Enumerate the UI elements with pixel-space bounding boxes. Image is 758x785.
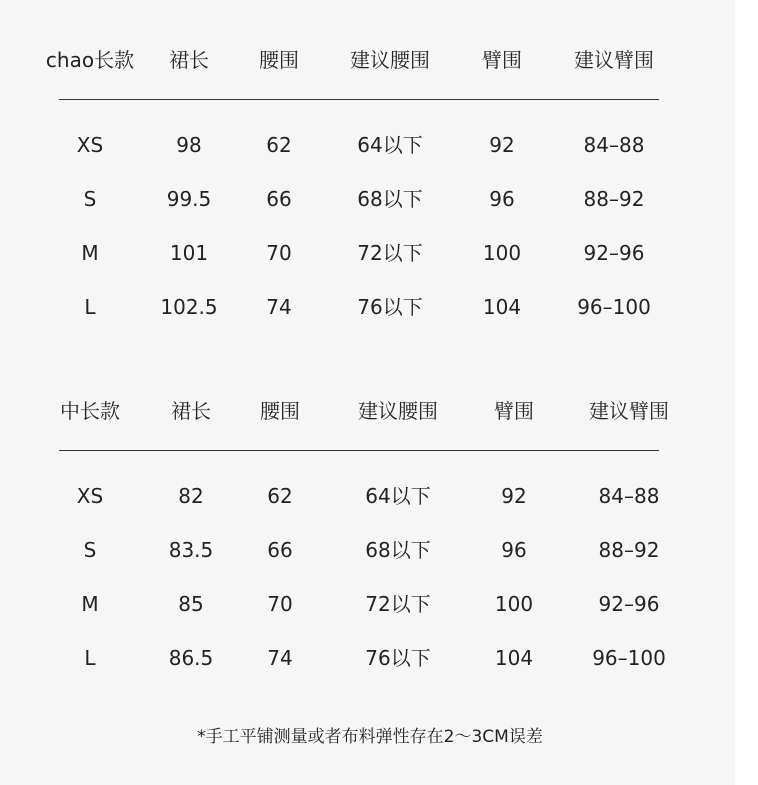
cell-waist: 70 — [266, 241, 292, 265]
cell-waist: 70 — [267, 592, 293, 616]
cell-suggested-waist: 68以下 — [365, 538, 431, 562]
column-header-skirt-length: 裙长 — [169, 48, 209, 72]
cell-arm: 92 — [501, 484, 527, 508]
cell-suggested-waist: 72以下 — [365, 592, 431, 616]
cell-waist: 66 — [267, 538, 293, 562]
cell-waist: 74 — [266, 295, 292, 319]
cell-skirt-length: 99.5 — [166, 187, 212, 211]
header-divider — [59, 450, 659, 451]
cell-suggested-arm: 96–100 — [592, 646, 666, 670]
column-header-arm: 臂围 — [494, 399, 534, 423]
cell-size: XS — [76, 484, 104, 508]
header-divider — [59, 99, 659, 100]
column-header-suggested-waist: 建议腰围 — [358, 399, 438, 423]
cell-suggested-waist: 72以下 — [357, 241, 423, 265]
column-header-suggested-waist: 建议腰围 — [350, 48, 430, 72]
column-header-size: chao长款 — [45, 48, 135, 72]
cell-arm: 104 — [482, 295, 522, 319]
cell-waist: 74 — [267, 646, 293, 670]
cell-arm: 96 — [501, 538, 527, 562]
cell-suggested-waist: 76以下 — [357, 295, 423, 319]
cell-size: L — [84, 646, 96, 670]
cell-arm: 92 — [489, 133, 515, 157]
cell-skirt-length: 101 — [169, 241, 209, 265]
cell-arm: 100 — [482, 241, 522, 265]
column-header-suggested-arm: 建议臂围 — [574, 48, 654, 72]
cell-suggested-arm: 88–92 — [598, 538, 660, 562]
column-header-waist: 腰围 — [259, 48, 299, 72]
cell-size: L — [84, 295, 96, 319]
cell-size: M — [81, 241, 99, 265]
column-header-waist: 腰围 — [260, 399, 300, 423]
cell-size: XS — [76, 133, 104, 157]
cell-arm: 100 — [494, 592, 534, 616]
cell-arm: 104 — [494, 646, 534, 670]
cell-skirt-length: 85 — [178, 592, 204, 616]
cell-skirt-length: 102.5 — [160, 295, 218, 319]
cell-suggested-waist: 76以下 — [365, 646, 431, 670]
cell-arm: 96 — [489, 187, 515, 211]
cell-skirt-length: 83.5 — [168, 538, 214, 562]
cell-waist: 66 — [266, 187, 292, 211]
cell-size: S — [83, 187, 97, 211]
cell-waist: 62 — [266, 133, 292, 157]
cell-suggested-waist: 64以下 — [365, 484, 431, 508]
column-header-suggested-arm: 建议臂围 — [589, 399, 669, 423]
column-header-skirt-length: 裙长 — [171, 399, 211, 423]
cell-suggested-arm: 92–96 — [583, 241, 645, 265]
cell-suggested-arm: 96–100 — [577, 295, 651, 319]
cell-suggested-arm: 84–88 — [583, 133, 645, 157]
cell-size: M — [81, 592, 99, 616]
cell-skirt-length: 82 — [178, 484, 204, 508]
measurement-footnote: *手工平铺测量或者布料弹性存在2～3CM误差 — [197, 727, 543, 747]
cell-skirt-length: 86.5 — [168, 646, 214, 670]
column-header-arm: 臂围 — [482, 48, 522, 72]
cell-suggested-arm: 92–96 — [598, 592, 660, 616]
cell-size: S — [83, 538, 97, 562]
column-header-size: 中长款 — [60, 399, 120, 423]
cell-skirt-length: 98 — [176, 133, 202, 157]
cell-waist: 62 — [267, 484, 293, 508]
cell-suggested-arm: 88–92 — [583, 187, 645, 211]
cell-suggested-arm: 84–88 — [598, 484, 660, 508]
cell-suggested-waist: 64以下 — [357, 133, 423, 157]
cell-suggested-waist: 68以下 — [357, 187, 423, 211]
